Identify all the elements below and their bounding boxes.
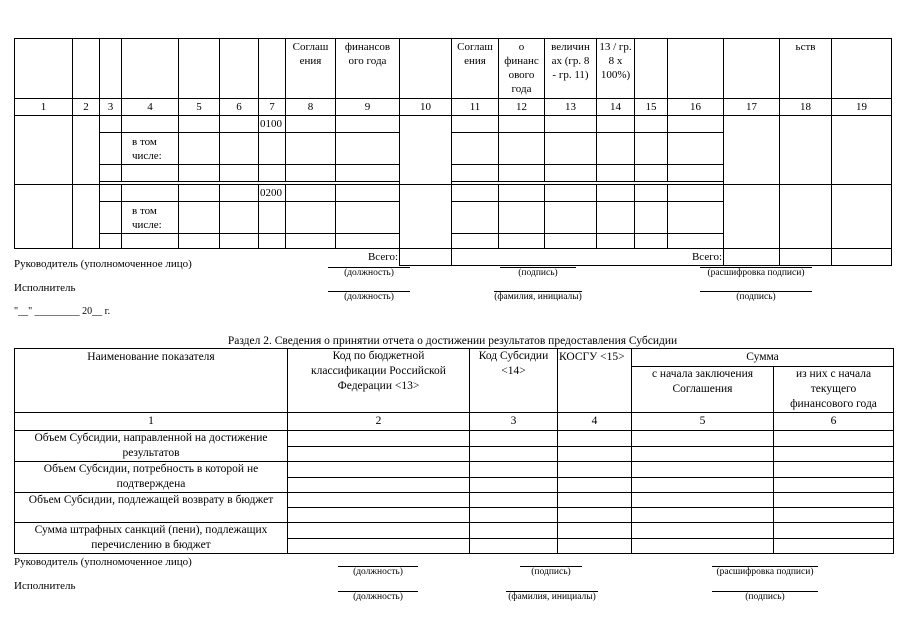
executor-label-2: Исполнитель: [14, 580, 76, 592]
indicator-cell: Объем Субсидии, подлежащей возврату в бюджет: [15, 493, 288, 523]
in-that-label: в том числе:: [122, 133, 179, 165]
since-year-header: из них с начала текущего финансового года: [774, 367, 894, 413]
sum-header: Сумма: [632, 349, 894, 367]
indicator-header: Наименование показателя: [15, 349, 288, 413]
signature-caption-4: (подпись): [745, 592, 785, 602]
position-caption-4: (должность): [353, 592, 403, 602]
acceptance-table: [14, 348, 894, 554]
subsidy-code-header: Код Субсидии <14>: [470, 349, 558, 413]
position-caption-3: (должность): [353, 567, 403, 577]
header-cell-14: 13 / гр. 8 x 100%): [597, 39, 635, 99]
decoding-caption-2: (расшифровка подписи): [716, 567, 814, 577]
section-2-title: Раздел 2. Сведения о принятии отчета о достижении результатов предоставления Субсидии: [227, 335, 678, 347]
header-cell-11: Соглаш ения: [452, 39, 499, 99]
in-that-label: в том числе:: [122, 202, 179, 234]
report-table: [14, 38, 892, 266]
name-caption-2: (фамилия, инициалы): [508, 592, 596, 602]
date-field: "__" _________ 20__ г.: [14, 306, 111, 317]
header-cell-13: величин ах (гр. 8 - гр. 11): [545, 39, 597, 99]
header-cell-9: финансов ого года: [336, 39, 400, 99]
position-caption: (должность): [344, 268, 394, 278]
signature-caption-2: (подпись): [736, 292, 776, 302]
column-numbers-row: 1 2 3 4 5 6 7 8 9 10 11 12 13 14 15 16 17 18 19: [15, 99, 892, 116]
column-numbers-row: 1 2 3 4 5 6: [15, 413, 894, 431]
signature-caption-3: (подпись): [531, 567, 571, 577]
kosgu-header: КОСГУ <15>: [558, 349, 632, 413]
head-label-2: Руководитель (уполномоченное лицо): [14, 556, 192, 568]
total-label-2: Всего:: [452, 249, 724, 266]
code-cell: 0100: [259, 116, 286, 133]
name-caption: (фамилия, инициалы): [494, 292, 582, 302]
indicator-cell: Объем Субсидии, направленной на достижение результатов: [15, 431, 288, 462]
position-caption-2: (должность): [344, 292, 394, 302]
header-cell-8: Соглаш ения: [286, 39, 336, 99]
table-row: [15, 431, 894, 447]
table-row: [15, 523, 894, 539]
header-row: [15, 39, 892, 99]
code-cell: 0200: [259, 185, 286, 202]
table-row: [15, 493, 894, 508]
budget-code-header: Код по бюджетной классификации Российской Федерации <13>: [288, 349, 470, 413]
total-label: Всего:: [15, 249, 400, 266]
table-row: [15, 185, 892, 202]
executor-label: Исполнитель: [14, 282, 76, 294]
head-label: Руководитель (уполномоченное лицо): [14, 258, 192, 270]
table-row: [15, 462, 894, 478]
signature-caption: (подпись): [518, 268, 558, 278]
table-row: [15, 116, 892, 133]
since-start-header: с начала заключения Соглашения: [632, 367, 774, 413]
header-cell-18: ьств: [780, 39, 832, 99]
decoding-caption: (расшифровка подписи): [707, 268, 805, 278]
indicator-cell: Объем Субсидии, потребность в которой не подтверждена: [15, 462, 288, 493]
header-cell-12: о финанс ового года: [499, 39, 545, 99]
indicator-cell: Сумма штрафных санкций (пени), подлежащих перечислению в бюджет: [15, 523, 288, 554]
